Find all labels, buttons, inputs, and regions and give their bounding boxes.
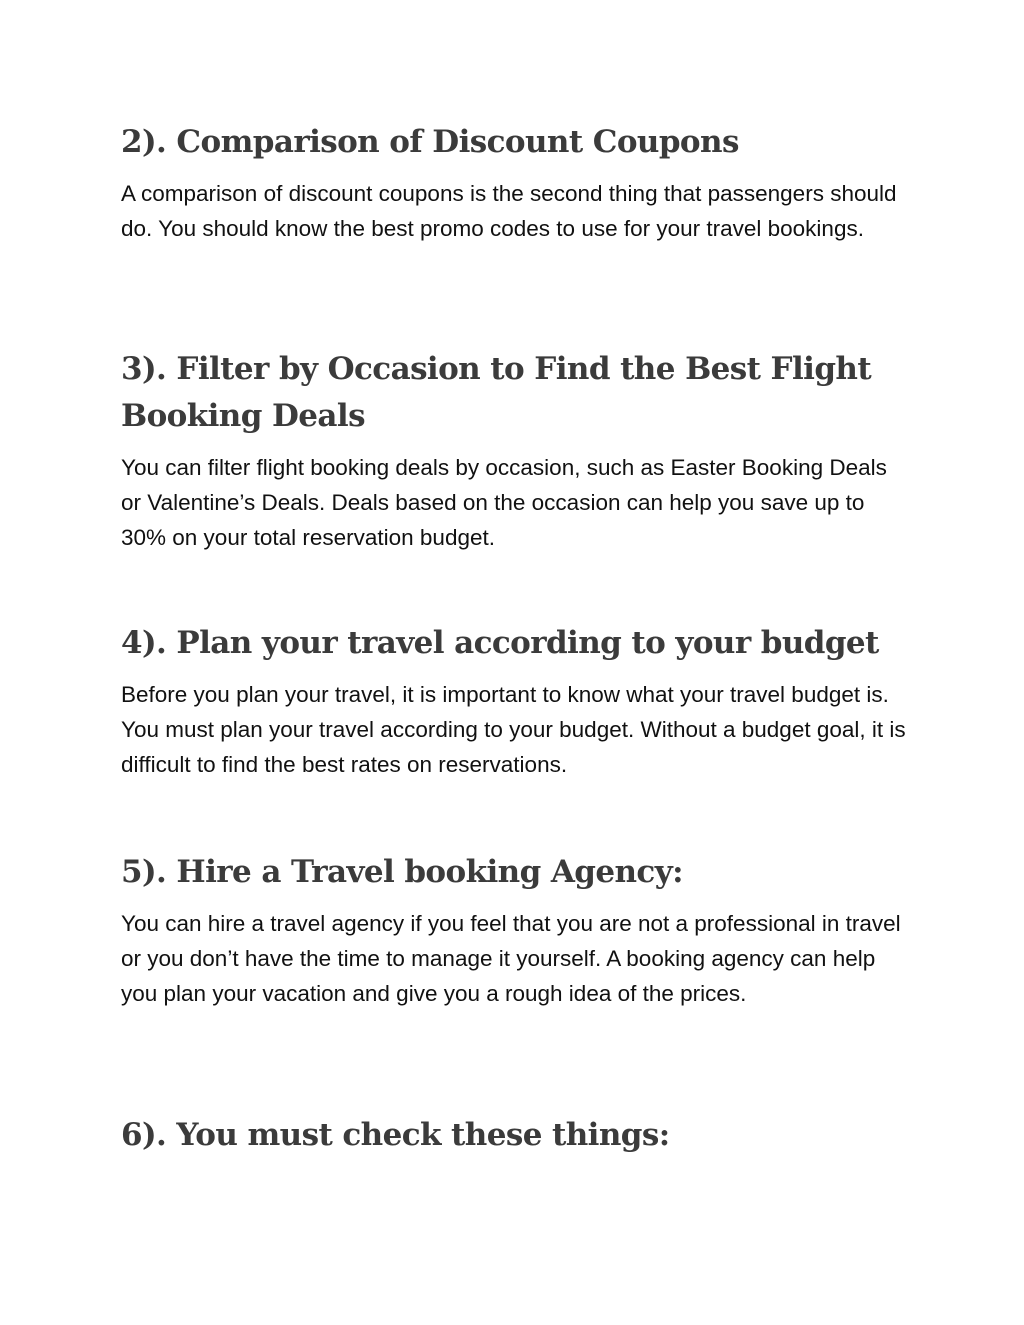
- section-paragraph: You can hire a travel agency if you feel that you are not a professional in travel or you don’t have the time to manage it yourself. A booking agency can help you plan your vacation and give you a rough idea of the prices.: [121, 911, 901, 1006]
- section-paragraph: A comparison of discount coupons is the second thing that passengers should do. You should know the best promo codes to use for your travel bookings.: [121, 181, 897, 241]
- section-comparison-of-discount-coupons: [121, 119, 911, 246]
- section-filter-by-occasion: [121, 346, 911, 555]
- section-must-check-things: [121, 1112, 911, 1159]
- section-heading: 5). Hire a Travel booking Agency:: [121, 854, 683, 890]
- section-hire-travel-agency: [121, 849, 911, 1011]
- section-paragraph: You can filter flight booking deals by occasion, such as Easter Booking Deals or Valentine’s Deals. Deals based on the occasion can help you save up to 30% on your total reservation budget.: [121, 455, 887, 550]
- section-plan-travel-budget: [121, 620, 911, 782]
- section-heading: 6). You must check these things:: [121, 1117, 670, 1153]
- section-heading: 4). Plan your travel according to your budget: [121, 625, 879, 661]
- section-heading: 2). Comparison of Discount Coupons: [121, 124, 739, 160]
- section-heading: 3). Filter by Occasion to Find the Best Flight Booking Deals: [121, 351, 872, 434]
- section-paragraph: Before you plan your travel, it is important to know what your travel budget is. You must plan your travel according to your budget. Without a budget goal, it is difficult to find the best rates on reservations.: [121, 682, 906, 777]
